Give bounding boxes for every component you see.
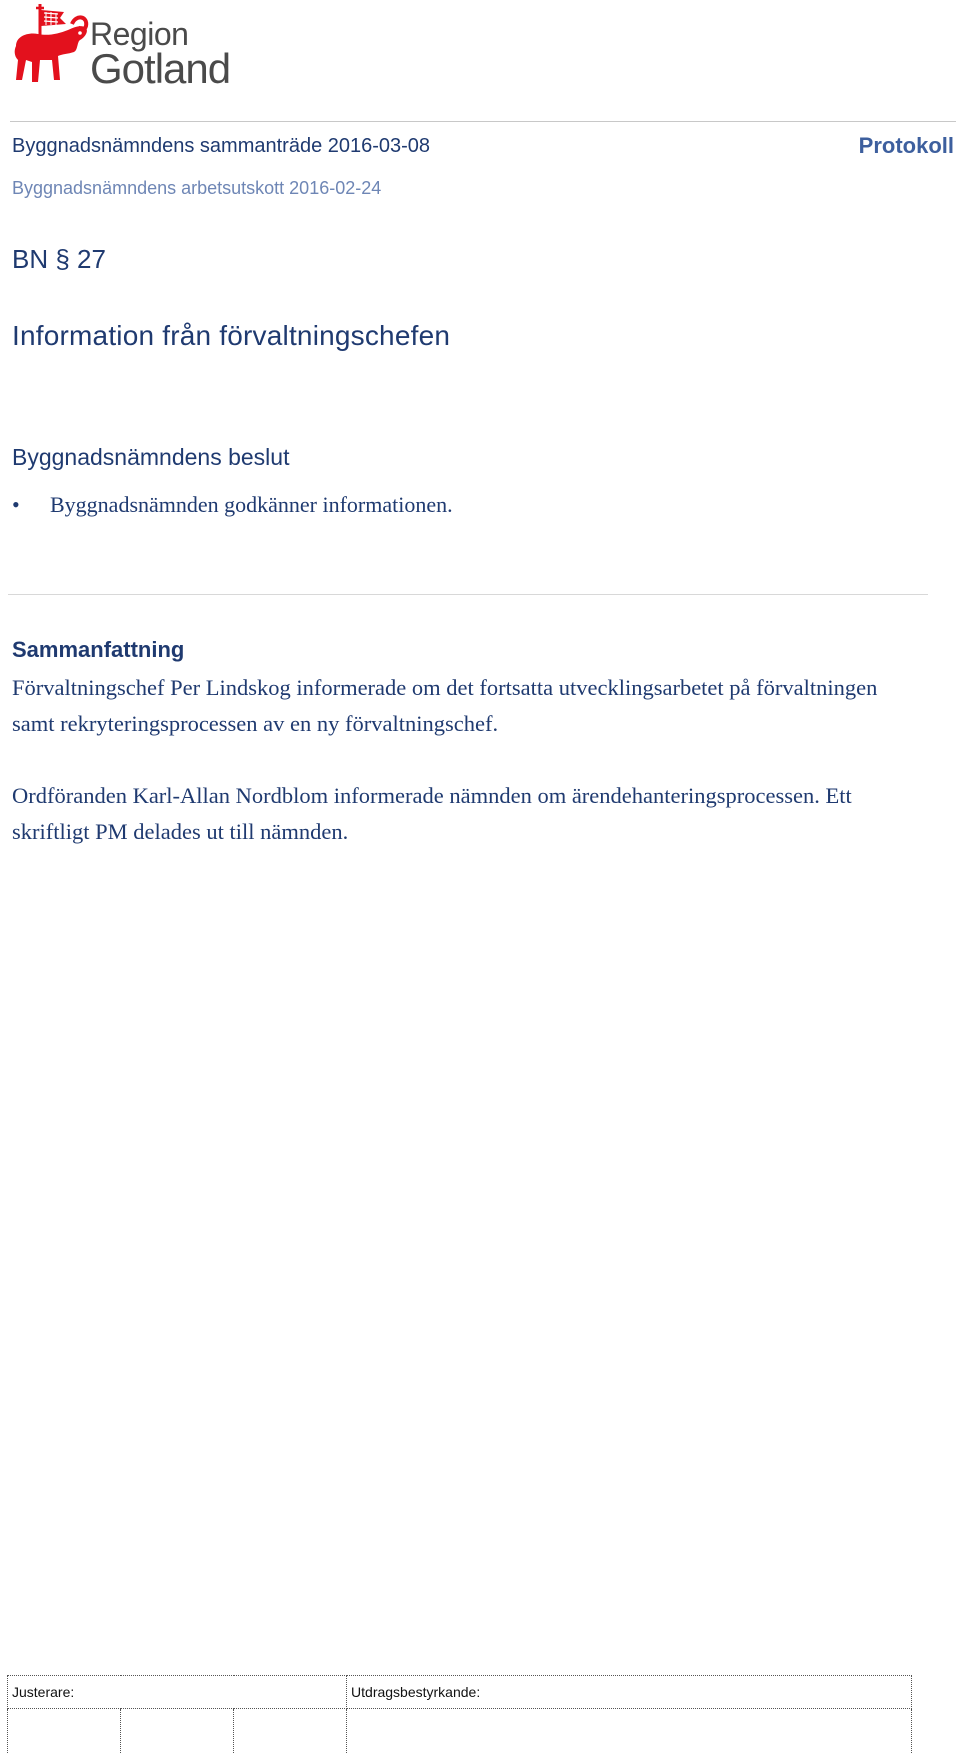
logo-wordmark — [90, 18, 230, 90]
header-divider — [10, 121, 956, 122]
summary-paragraph: Förvaltningschef Per Lindskog informerade om det fortsatta utvecklingsarbetet på förvaltningen samt rekryteringsprocessen av en ny förvaltningschef. — [12, 675, 878, 736]
signature-cell — [8, 1709, 121, 1754]
gotland-ram-icon — [10, 0, 90, 90]
section-divider — [8, 594, 928, 595]
paragraph-number: BN § 27 — [12, 244, 106, 274]
bullet-icon: • — [12, 492, 20, 517]
decision-list-item — [12, 492, 453, 518]
signature-cell — [234, 1709, 347, 1754]
document-type-label: Protokoll — [858, 133, 954, 158]
decision-heading: Byggnadsnämndens beslut — [12, 444, 290, 470]
decision-text: Byggnadsnämnden godkänner informationen. — [50, 492, 453, 517]
justerare-label: Justerare: — [8, 1676, 347, 1709]
logo-gotland-text: Gotland — [90, 45, 231, 92]
signature-table — [7, 1675, 912, 1754]
signature-cell — [347, 1709, 912, 1754]
signature-cell — [121, 1709, 234, 1754]
summary-paragraph: Ordföranden Karl-Allan Nordblom informerade nämnden om ärendehanteringsprocessen. Ett skriftligt PM delades ut till nämnden. — [12, 783, 852, 844]
summary-heading: Sammanfattning — [12, 637, 185, 662]
utdragsbestyrkande-label: Utdragsbestyrkande: — [347, 1676, 912, 1709]
summary-body — [12, 670, 912, 886]
region-gotland-logo — [10, 0, 240, 92]
page-title: Information från förvaltningschefen — [12, 320, 451, 351]
committee-subtitle: Byggnadsnämndens arbetsutskott 2016-02-24 — [12, 178, 382, 198]
meeting-title: Byggnadsnämndens sammanträde 2016-03-08 — [12, 135, 431, 157]
logo-region-text: Region — [90, 16, 189, 52]
